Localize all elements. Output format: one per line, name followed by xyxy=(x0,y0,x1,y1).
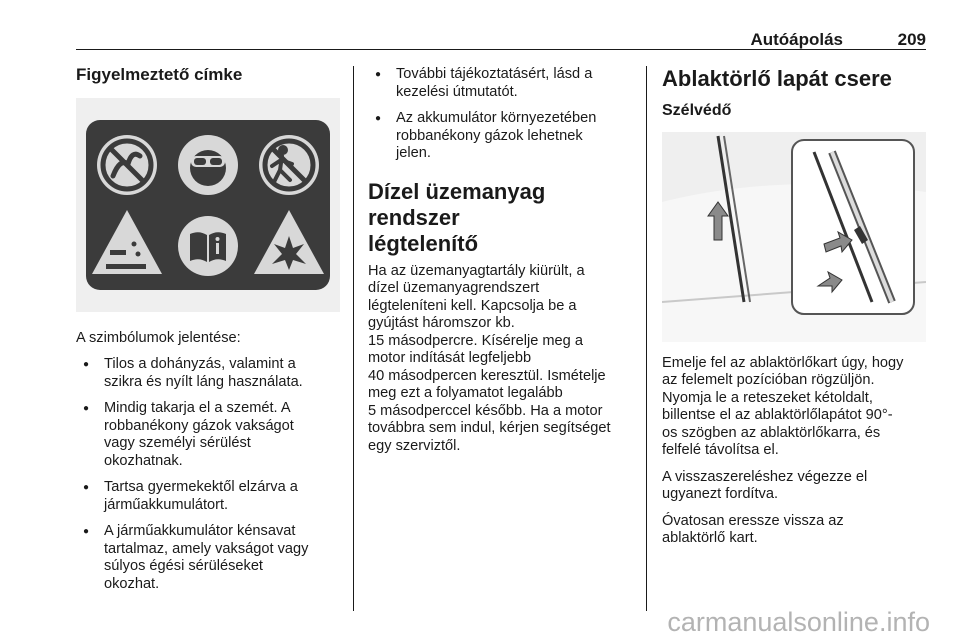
windshield-subheading: Szélvédő xyxy=(662,102,732,119)
diesel-bleeding-text: Ha az üzemanyagtartály kiürült, a dízel üzemanyagrendszert légteleníteni kell. Kapcsolja be a gyújtást háromszor kb. 15 másodpercre. Kísérelje meg a motor indítását legfeljebb 40 másodpercen keresztül. Ismételje meg ezt a folyamatot legalább 5 másodperccel később. Ha a motor továbbra sem indul, kérjen segítséget egy szerviztől. xyxy=(368,262,611,454)
wiper-illustration xyxy=(662,132,926,342)
page-number: 209 xyxy=(897,30,926,49)
running-title: Autóápolás xyxy=(750,30,843,49)
list-item: ● Tilos a dohányzás, valamint a szikra és nyílt láng használata. xyxy=(76,356,344,391)
eye-protection-icon xyxy=(178,135,238,195)
right-column xyxy=(662,66,928,557)
wiper-step-2: A visszaszereléshez végezze el ugyanezt fordítva. xyxy=(662,468,868,502)
symbols-list xyxy=(76,356,344,593)
wiper-blade-heading: Ablaktörlő lapát csere xyxy=(662,66,892,91)
symbols-intro: A szimbólumok jelentése: xyxy=(76,329,241,346)
watermark: carmanualsonline.info xyxy=(667,607,930,637)
warning-label-heading: Figyelmeztető címke xyxy=(76,65,243,84)
list-item: ● További tájékoztatásért, lásd a kezelési útmutatót. xyxy=(368,66,638,101)
list-item: ● Az akkumulátor környezetében robbanékony gázok lehetnek jelen. xyxy=(368,110,638,163)
list-item: ● A járműakkumulátor kénsavat tartalmaz, amely vakságot vagy súlyos égési sérüléseket okozhat. xyxy=(76,523,344,593)
wiper-figure xyxy=(662,132,926,342)
no-smoking-icon xyxy=(97,135,157,195)
left-column xyxy=(76,66,344,602)
read-manual-icon xyxy=(178,216,238,276)
list-item: ● Tartsa gyermekektől elzárva a járműakkumulátort. xyxy=(76,479,344,514)
more-info-list xyxy=(368,66,638,163)
middle-column xyxy=(368,66,638,464)
wiper-step-3: Óvatosan eressze vissza az ablaktörlő kart. xyxy=(662,512,844,546)
wiper-step-1: Emelje fel az ablaktörlőkart úgy, hogy az felemelt pozícióban rögzüljön. Nyomja le a reteszeket kétoldalt, billentse el az ablaktörlőlapátot 90°- os szögben az ablaktörlőkarra, és felfelé távolítsa el. xyxy=(662,354,904,458)
column-divider-1 xyxy=(353,66,354,611)
warning-label-image xyxy=(76,98,340,312)
list-item: ● Mindig takarja el a szemét. A robbanékony gázok vakságot vagy személyi sérülést okozhatnak. xyxy=(76,400,344,470)
diesel-bleeding-heading: Dízel üzemanyag rendszer légtelenítő xyxy=(368,178,546,256)
warning-label-figure xyxy=(76,98,340,312)
column-divider-2 xyxy=(646,66,647,611)
keep-children-away-icon xyxy=(259,135,319,195)
